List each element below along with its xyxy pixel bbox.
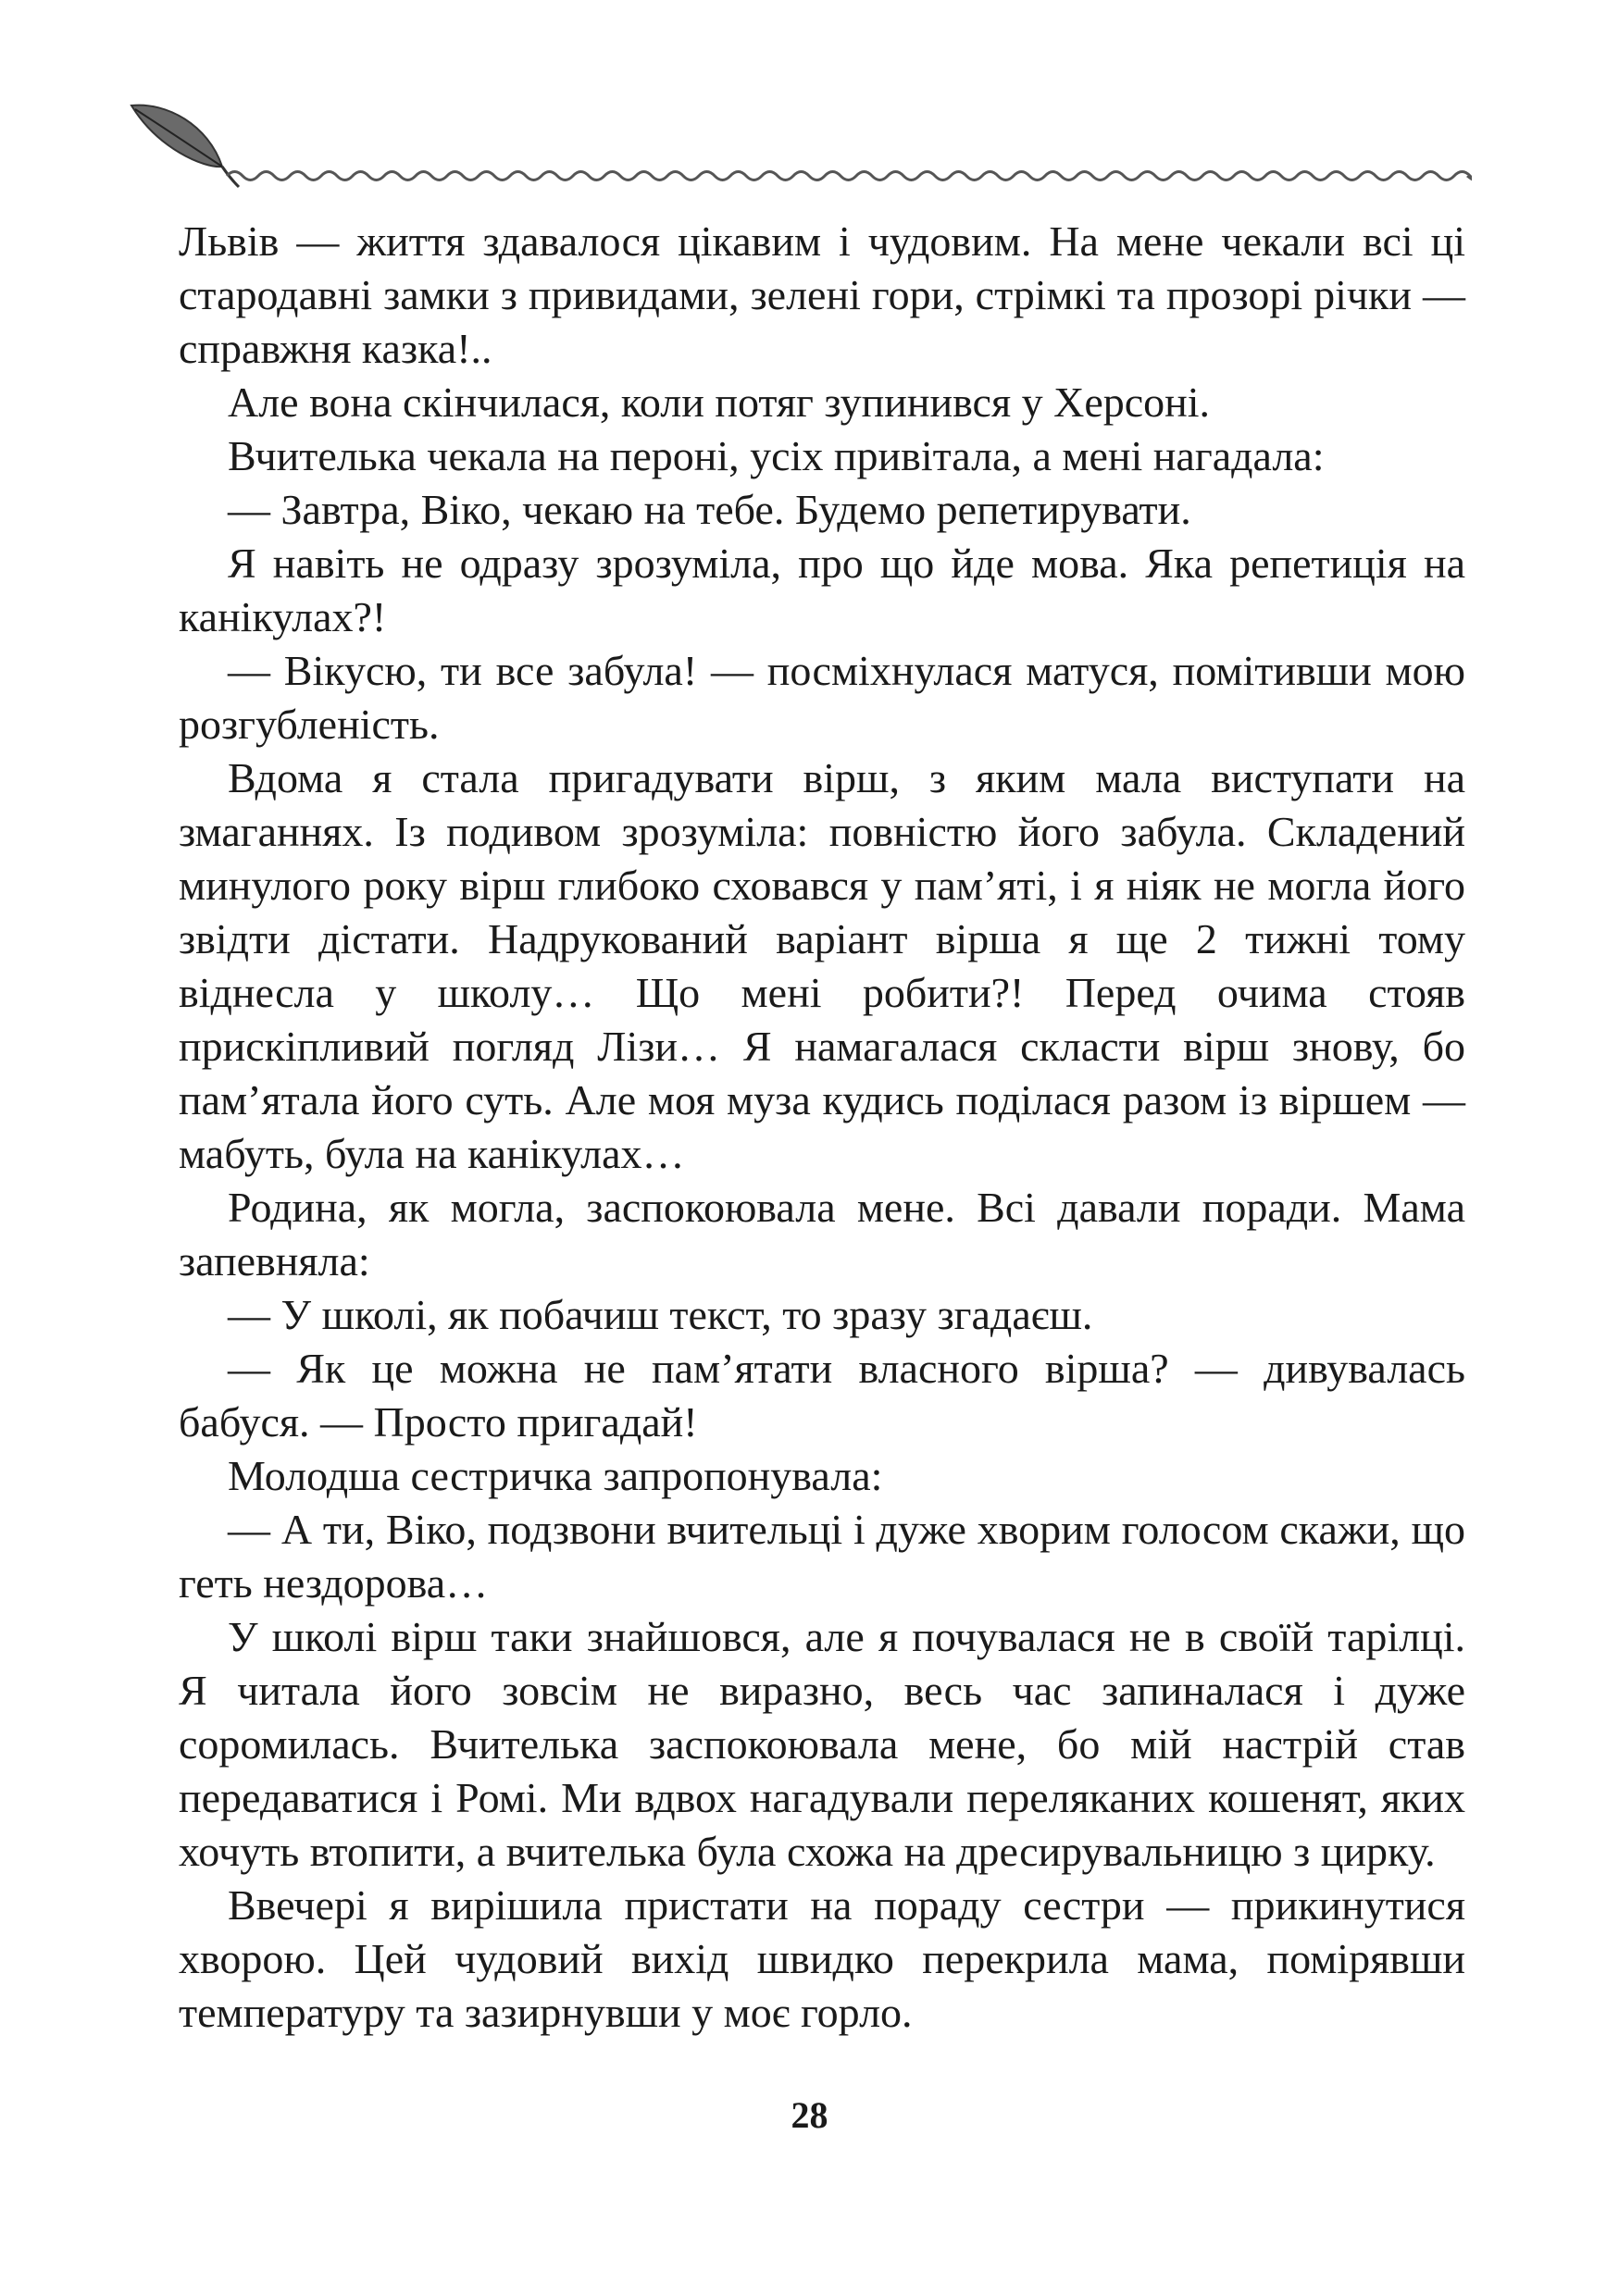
paragraph: Молодша сестричка запропонувала: (228, 1452, 883, 1499)
header-ornament (130, 102, 1472, 204)
paragraph: — Завтра, Віко, чекаю на тебе. Будемо репетирувати. (228, 486, 1191, 533)
paragraph: — У школі, як побачиш текст, то зразу згадаєш. (228, 1291, 1093, 1338)
page-body (179, 215, 1465, 2040)
paragraph: Але вона скінчилася, коли потяг зупинився у Херсоні. (228, 379, 1211, 426)
paragraph: Вчителька чекала на пероні, усіх привітала, а мені нагадала: (228, 432, 1325, 479)
paragraph: Вдома я стала пригадувати вірш, з яким мала виступати на змаганнях. Із подивом зрозуміла: повністю його забула. Складений минулого року вірш глибоко сховався у пам’яті, і я ніяк не могла його звідти дістати. Надрукований варіант вірша я ще 2 тижні тому віднесла у школу… Що мені робити?! Перед очима стояв прискіпливий погляд Лізи… Я намагалася скласти вірш знову, бо пам’ятала його суть. Але моя муза кудись поділася разом із віршем — мабуть, була на канікулах… (179, 754, 1465, 1177)
page-number: 28 (791, 2094, 828, 2136)
paragraph: — А ти, Віко, подзвони вчительці і дуже хворим голосом скажи, що геть нездорова… (179, 1506, 1465, 1607)
paragraph: — Як це можна не пам’ятати власного вірша? — дивувалась бабуся. — Просто пригадай! (179, 1345, 1465, 1446)
paragraph: У школі вірш таки знайшовся, але я почувалася не в своїй тарілці. Я читала його зовсім не виразно, весь час запиналася і дуже соромилась. Вчителька заспокоювала мене, бо мій настрій став передаватися і Ромі. Ми вдвох нагадували переляканих кошенят, яких хочуть втопити, а вчителька була схожа на дресирувальницю з цирку. (179, 1613, 1465, 1875)
paragraph: Львів — життя здавалося цікавим і чудовим. На мене чекали всі ці стародавні замки з привидами, зелені гори, стрімкі та прозорі річки — справжня казка!.. (179, 217, 1465, 372)
paragraph: Я навіть не одразу зрозуміла, про що йде мова. Яка репетиція на канікулах?! (179, 540, 1465, 640)
paragraph: Ввечері я вирішила пристати на пораду сестри — прикинутися хворою. Цей чудовий вихід швидко перекрила мама, помірявши температуру та зазирнувши у моє горло. (179, 1881, 1465, 2036)
paragraph: Родина, як могла, заспокоювала мене. Всі давали поради. Мама запевняла: (179, 1184, 1465, 1285)
wavy-divider (227, 172, 1472, 180)
feather-icon (131, 105, 239, 187)
paragraph: — Вікусю, ти все забула! — посміхнулася матуся, помітивши мою розгубленість. (179, 647, 1465, 748)
